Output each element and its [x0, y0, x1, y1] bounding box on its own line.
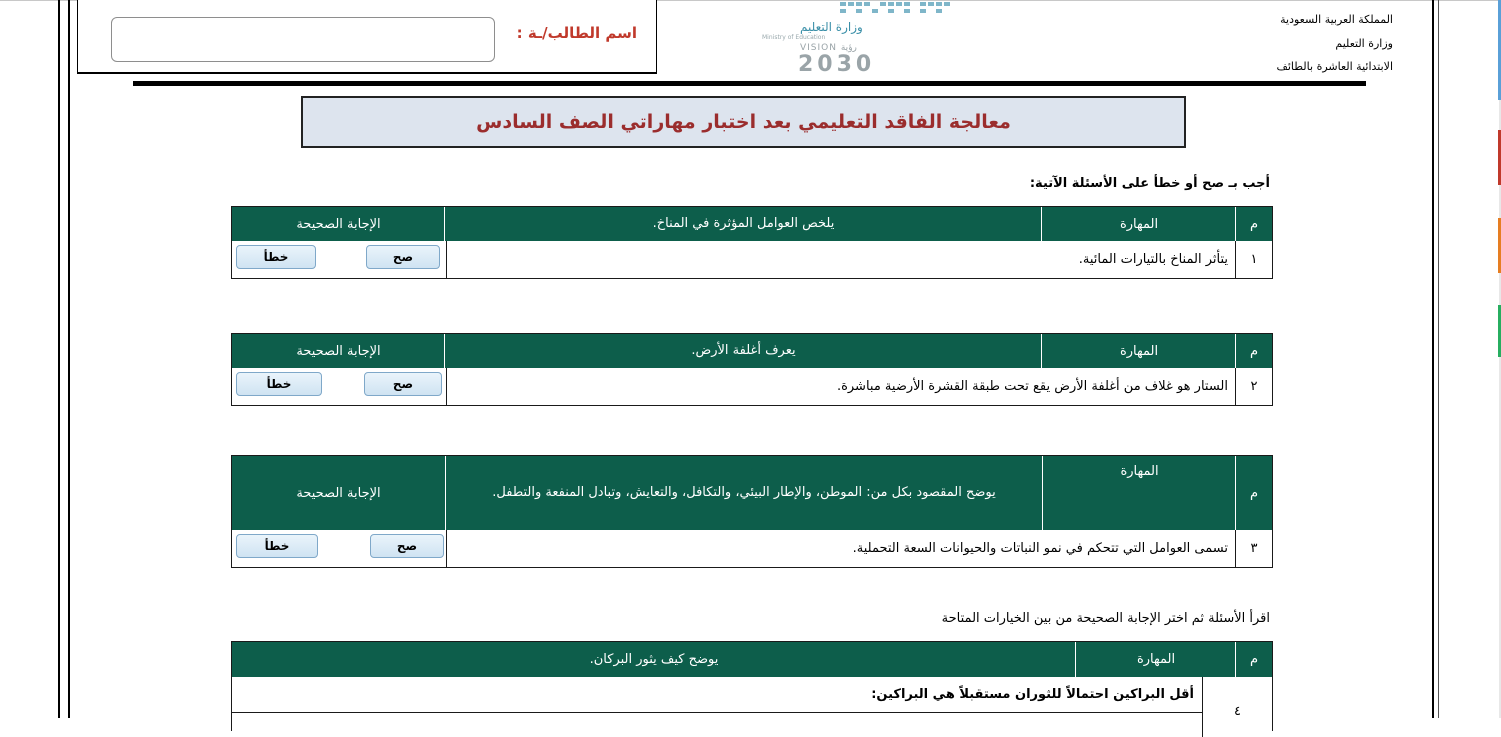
header-num: م [1235, 642, 1272, 677]
header-skill: المهارة [1075, 642, 1236, 677]
right-page-border [1432, 0, 1434, 718]
header-num: م [1235, 207, 1272, 241]
skill-description: يلخص العوامل المؤثرة في المناخ. [444, 207, 1042, 241]
true-button[interactable]: صح [364, 372, 442, 396]
question-number: ١ [1235, 241, 1272, 278]
header-answer: الإجابة الصحيحة [296, 343, 381, 359]
logo-english-text: Ministry of Education [762, 34, 826, 41]
header-school: الابتدائية العاشرة بالطائف [1276, 60, 1393, 73]
ministry-vision-logo [760, 0, 960, 80]
left-page-border [58, 0, 60, 718]
question-table-1 [231, 206, 1273, 279]
true-false-instruction: أجب بـ صح أو خطأ على الأسئلة الآتية: [1029, 176, 1270, 191]
student-name-label: اسم الطالب/ـة : [516, 24, 637, 42]
right-inner-border [1438, 0, 1439, 718]
logo-arabic-text: وزارة التعليم [800, 20, 863, 34]
header-skill: المهارة [1042, 456, 1236, 530]
logo-vision-text: VISION رؤية [800, 43, 857, 53]
true-button[interactable]: صح [370, 534, 444, 558]
question-table-2 [231, 333, 1273, 406]
header-num: م [1235, 334, 1272, 368]
header-kingdom: المملكة العربية السعودية [1280, 13, 1393, 26]
skill-description: يوضح كيف يثور البركان. [589, 651, 719, 667]
question-number: ٣ [1235, 530, 1272, 567]
question-text: الستار هو غلاف من أغلفة الأرض يقع تحت طبقة القشرة الأرضية مباشرة. [446, 368, 1236, 405]
question-number: ٢ [1235, 368, 1272, 405]
header-divider [133, 81, 1366, 86]
false-button[interactable]: خطأ [236, 372, 322, 396]
header-num: م [1235, 456, 1272, 530]
question-table-3 [231, 455, 1273, 568]
header-answer: الإجابة الصحيحة [296, 485, 381, 501]
false-button[interactable]: خطأ [236, 534, 318, 558]
question-text: أقل البراكين احتمالاً للثوران مستقبلاً هي البراكين: [232, 677, 1202, 713]
question-number: ٤ [1202, 677, 1272, 737]
question-text: يتأثر المناخ بالتيارات المائية. [446, 241, 1236, 278]
skill-description: يوضح المقصود بكل من: الموطن، والإطار البيئي، والتكافل، والتعايش، وتبادل المنفعة والتطفل. [445, 456, 1042, 530]
false-button[interactable]: خطأ [236, 245, 316, 269]
left-inner-border [68, 0, 70, 718]
header-answer: الإجابة الصحيحة [296, 216, 381, 232]
true-button[interactable]: صح [366, 245, 440, 269]
header-skill: المهارة [1041, 207, 1236, 241]
header-skill: المهارة [1041, 334, 1236, 368]
mcq-instruction: اقرأ الأسئلة ثم اختر الإجابة الصحيحة من بين الخيارات المتاحة [941, 611, 1270, 626]
logo-year-text: 2030 [798, 52, 876, 77]
header-ministry: وزارة التعليم [1335, 37, 1393, 50]
question-text: تسمى العوامل التي تتحكم في نمو النباتات والحيوانات السعة التحملية. [446, 530, 1236, 567]
student-name-input[interactable] [111, 17, 495, 62]
page-title: معالجة الفاقد التعليمي بعد اختبار مهاراتي الصف السادس [476, 111, 1011, 133]
skill-description: يعرف أغلفة الأرض. [444, 334, 1042, 368]
title-box [301, 96, 1186, 148]
